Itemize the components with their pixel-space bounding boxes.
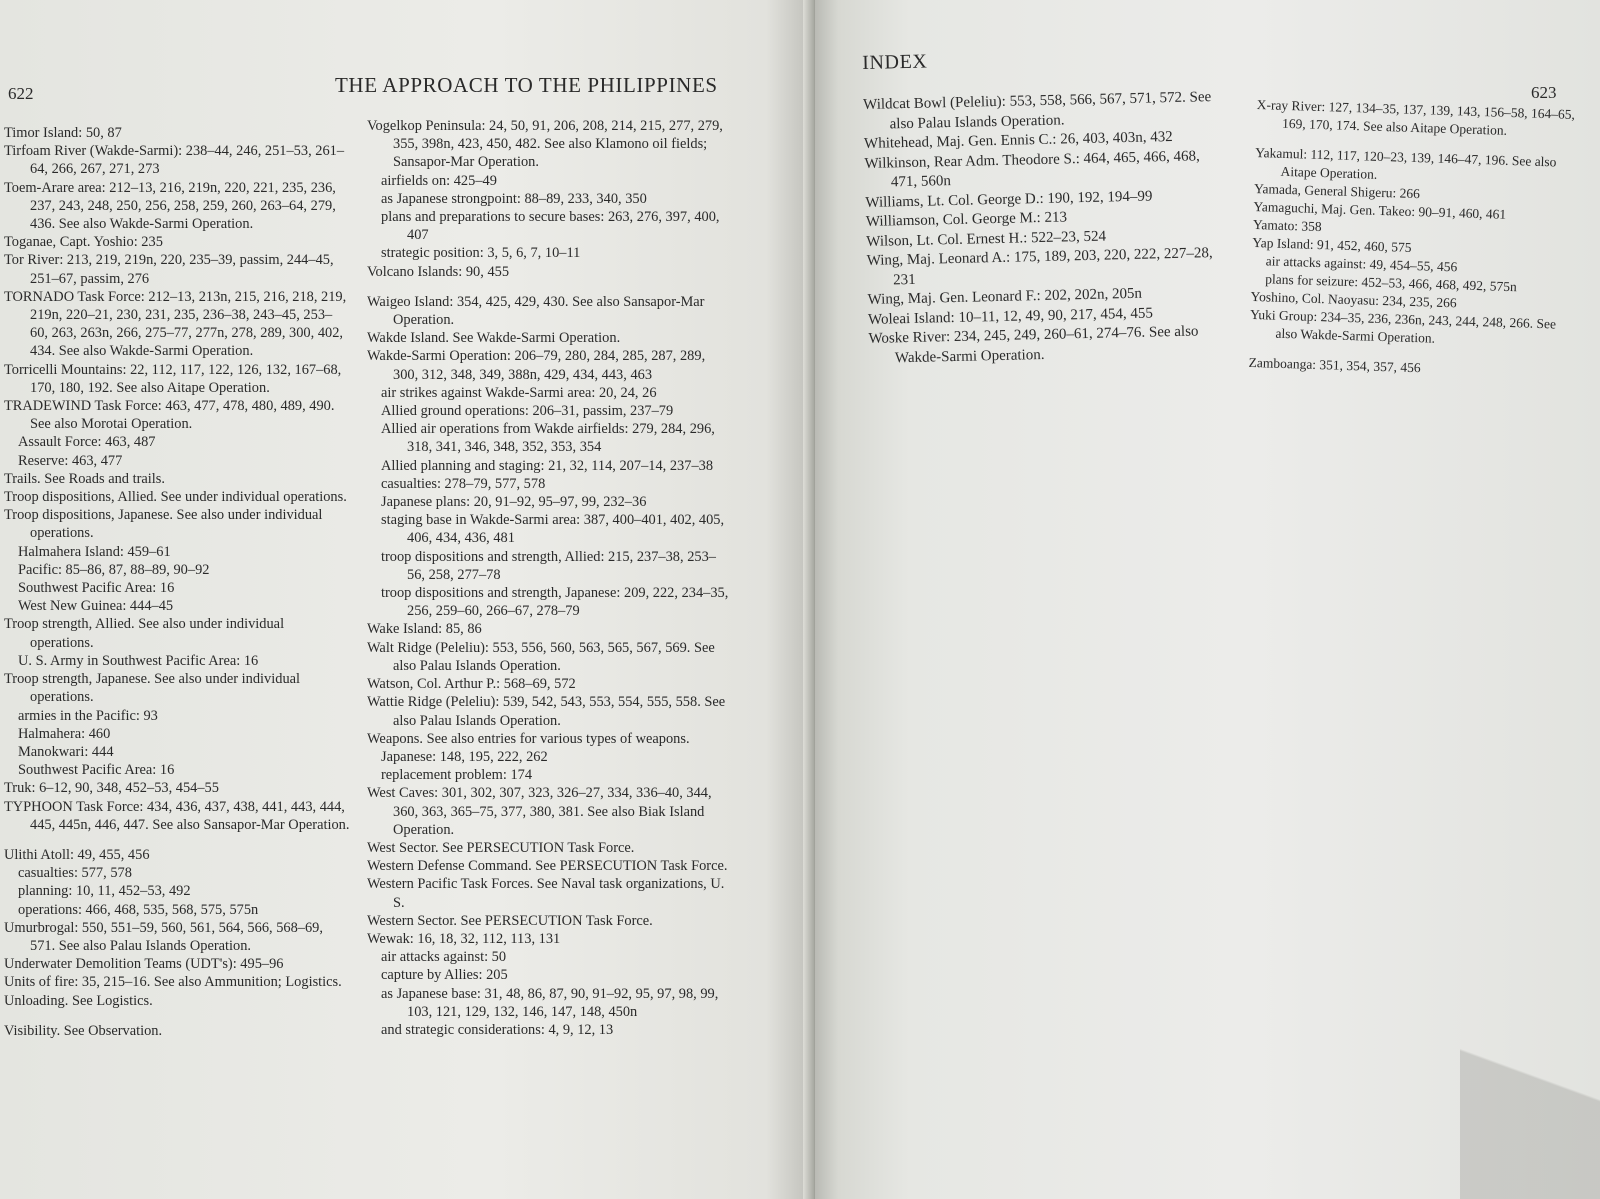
index-entry: Tirfoam River (Wakde-Sarmi): 238–44, 246, 251–53, 261–64, 266, 267, 271, 273 xyxy=(4,143,345,178)
index-subentry: troop dispositions and strength, Japanese: 209, 222, 234–35, 256, 259–60, 266–67, 278–79 xyxy=(381,585,729,620)
index-subentry: Japanese: 148, 195, 222, 262 xyxy=(381,748,548,765)
index-subentry: Southwest Pacific Area: 16 xyxy=(18,580,175,597)
index-entry: Toganae, Capt. Yoshio: 235 xyxy=(4,234,163,251)
index-subentry: Halmahera: 460 xyxy=(18,725,111,742)
index-subentry: as Japanese strongpoint: 88–89, 233, 340, 350 xyxy=(381,190,647,207)
index-entry: Whitehead, Maj. Gen. Ennis C.: 26, 403, 403n, 432 xyxy=(863,128,1173,152)
page-number-left: 622 xyxy=(8,84,34,103)
index-subentry: Japanese plans: 20, 91–92, 95–97, 99, 232–36 xyxy=(381,494,647,511)
index-entry: X-ray River: 127, 134–35, 137, 139, 143, 156–58, 164–65, 169, 170, 174. See also Aitape Operation. xyxy=(1256,96,1576,138)
index-entry: Yakamul: 112, 117, 120–23, 139, 146–47, 196. See also Aitape Operation. xyxy=(1254,144,1557,182)
index-entry: Toem-Arare area: 212–13, 216, 219n, 220, 221, 235, 236, 237, 243, 248, 250, 256, 258, 259, 260, 263–64, 279, 436. See also Wakde-Sarmi Operation. xyxy=(4,179,336,233)
index-entry: Underwater Demolition Teams (UDT's): 495–96 xyxy=(4,956,284,973)
index-entry: TYPHOON Task Force: 434, 436, 437, 438, 441, 443, 444, 445, 445n, 446, 447. See also Sansapor-Mar Operation. xyxy=(4,798,350,833)
index-entry: West Caves: 301, 302, 307, 323, 326–27, 334, 336–40, 344, 360, 363, 365–75, 377, 380, 381. See also Biak Island Operation. xyxy=(367,785,712,838)
index-column-right-1 xyxy=(863,88,1227,369)
index-entry: Troop dispositions, Allied. See under individual operations. xyxy=(4,489,347,506)
index-subentry: air attacks against: 49, 454–55, 456 xyxy=(1265,253,1458,275)
index-entry: Yuki Group: 234–35, 236, 236n, 243, 244, 248, 266. See also Wakde-Sarmi Operation. xyxy=(1249,306,1557,346)
index-entry: Yamada, General Shigeru: 266 xyxy=(1253,180,1421,202)
index-entry: Unloading. See Logistics. xyxy=(4,992,153,1009)
index-subentry: as Japanese base: 31, 48, 86, 87, 90, 91–92, 95, 97, 98, 99, 103, 121, 129, 132, 146, 147, 148, 450n xyxy=(381,985,719,1020)
index-entry: Wilson, Lt. Col. Ernest H.: 522–23, 524 xyxy=(866,228,1107,250)
index-subentry: Assault Force: 463, 487 xyxy=(18,434,156,451)
index-entry: Yamaguchi, Maj. Gen. Takeo: 90–91, 460, 461 xyxy=(1253,198,1507,222)
index-entry: Umurbrogal: 550, 551–59, 560, 561, 564, 566, 568–69, 571. See also Palau Islands Operation. xyxy=(4,919,323,954)
index-entry: Wakde-Sarmi Operation: 206–79, 280, 284, 285, 287, 289, 300, 312, 348, 349, 388n, 429, 434, 443, 463 xyxy=(367,348,706,383)
index-column-left-2 xyxy=(367,117,732,1039)
index-column-right-2 xyxy=(1248,96,1579,382)
index-subentry: strategic position: 3, 5, 6, 7, 10–11 xyxy=(381,245,581,262)
index-entry: Timor Island: 50, 87 xyxy=(4,125,122,141)
index-entry: Walt Ridge (Peleliu): 553, 556, 560, 563, 565, 567, 569. See also Palau Islands Operation. xyxy=(367,639,715,674)
index-entry: Western Pacific Task Forces. See Naval task organizations, U. S. xyxy=(367,876,725,911)
index-entry: Woske River: 234, 245, 249, 260–61, 274–76. See also Wakde-Sarmi Operation. xyxy=(868,323,1199,366)
index-subentry: staging base in Wakde-Sarmi area: 387, 400–401, 402, 405, 406, 434, 436, 481 xyxy=(381,512,725,547)
index-entry: Ulithi Atoll: 49, 455, 456 xyxy=(4,846,150,863)
index-entry: Wildcat Bowl (Peleliu): 553, 558, 566, 567, 571, 572. See also Palau Islands Operation. xyxy=(863,89,1212,132)
index-entry: Volcano Islands: 90, 455 xyxy=(367,263,510,280)
index-entry: TRADEWIND Task Force: 463, 477, 478, 480, 489, 490. See also Morotai Operation. xyxy=(4,398,335,433)
index-entry: Wakde Island. See Wakde-Sarmi Operation. xyxy=(367,330,621,347)
page-number-right: 623 xyxy=(1531,83,1557,102)
index-subentry: Allied ground operations: 206–31, passim, 237–79 xyxy=(381,403,674,420)
index-subentry: capture by Allies: 205 xyxy=(381,967,508,984)
index-entry: Wing, Maj. Gen. Leonard F.: 202, 202n, 205n xyxy=(867,285,1143,308)
index-entry: Visibility. See Observation. xyxy=(4,1022,163,1039)
index-subentry: replacement problem: 174 xyxy=(381,767,533,784)
index-entry: Williamson, Col. George M.: 213 xyxy=(865,209,1068,230)
index-entry: Wilkinson, Rear Adm. Theodore S.: 464, 465, 466, 468, 471, 560n xyxy=(864,147,1200,191)
index-subentry: Halmahera Island: 459–61 xyxy=(18,543,171,560)
index-subentry: air attacks against: 50 xyxy=(381,949,507,966)
index-subentry: planning: 10, 11, 452–53, 492 xyxy=(18,883,191,900)
index-entry: Units of fire: 35, 215–16. See also Ammunition; Logistics. xyxy=(4,974,342,991)
index-entry: Yoshino, Col. Naoyasu: 234, 235, 266 xyxy=(1250,288,1457,311)
index-subentry: troop dispositions and strength, Allied: 215, 237–38, 253–56, 258, 277–78 xyxy=(381,548,716,583)
index-column-left-1 xyxy=(4,124,350,1040)
index-entry: Weapons. See also entries for various types of weapons. xyxy=(367,730,690,747)
index-subentry: armies in the Pacific: 93 xyxy=(18,707,158,724)
index-entry: Yamato: 358 xyxy=(1252,216,1322,235)
index-subentry: Allied air operations from Wakde airfields: 279, 284, 296, 318, 341, 346, 348, 352, 353, 354 xyxy=(381,421,715,456)
index-entry: Watson, Col. Arthur P.: 568–69, 572 xyxy=(367,676,576,693)
index-entry: TORNADO Task Force: 212–13, 213n, 215, 216, 218, 219, 219n, 220–21, 230, 231, 235, 236–38, 243–45, 253–60, 263, 263n, 266, 275–77, 277n, 278, 289, 300, 402, 434. See also Wakde-Sarmi Operation. xyxy=(4,288,347,360)
index-entry: West Sector. See PERSECUTION Task Force. xyxy=(367,839,635,856)
index-subentry: airfields on: 425–49 xyxy=(381,172,497,189)
index-subentry: Manokwari: 444 xyxy=(18,743,114,760)
page-corner-fold xyxy=(1460,999,1600,1199)
index-subentry: Reserve: 463, 477 xyxy=(18,452,123,469)
index-entry: Williams, Lt. Col. George D.: 190, 192, 194–99 xyxy=(865,187,1153,211)
index-entry: Wewak: 16, 18, 32, 112, 113, 131 xyxy=(367,930,561,947)
index-entry: Troop strength, Allied. See also under individual operations. xyxy=(4,616,285,651)
index-entry: Wattie Ridge (Peleliu): 539, 542, 543, 553, 554, 555, 558. See also Palau Islands Operation. xyxy=(367,694,726,729)
index-subentry: plans for seizure: 452–53, 466, 468, 492, 575n xyxy=(1265,271,1517,295)
index-entry: Truk: 6–12, 90, 348, 452–53, 454–55 xyxy=(4,780,219,797)
index-subentry: West New Guinea: 444–45 xyxy=(18,598,174,615)
index-subentry: plans and preparations to secure bases: 263, 276, 397, 400, 407 xyxy=(381,209,720,244)
index-entry: Troop strength, Japanese. See also under individual operations. xyxy=(4,671,301,706)
index-entry: Waigeo Island: 354, 425, 429, 430. See also Sansapor-Mar Operation. xyxy=(367,293,705,329)
index-subentry: Allied planning and staging: 21, 32, 114, 207–14, 237–38 xyxy=(381,457,714,474)
index-entry: Trails. See Roads and trails. xyxy=(4,470,165,487)
index-entry: Western Sector. See PERSECUTION Task Force. xyxy=(367,912,653,929)
index-entry: Tor River: 213, 219, 219n, 220, 235–39, passim, 244–45, 251–67, passim, 276 xyxy=(4,252,334,287)
right-page xyxy=(815,0,1600,1199)
index-subentry: U. S. Army in Southwest Pacific Area: 16 xyxy=(18,652,259,669)
index-entry: Torricelli Mountains: 22, 112, 117, 122, 126, 132, 167–68, 170, 180, 192. See also Aitape Operation. xyxy=(4,361,342,396)
index-subentry: air strikes against Wakde-Sarmi area: 20, 24, 26 xyxy=(381,384,657,401)
index-entry: Western Defense Command. See PERSECUTION Task Force. xyxy=(367,858,728,875)
running-head-right: INDEX xyxy=(862,50,928,74)
index-subentry: Southwest Pacific Area: 16 xyxy=(18,762,175,779)
index-entry: Wing, Maj. Leonard A.: 175, 189, 203, 220, 222, 227–28, 231 xyxy=(866,245,1213,288)
index-entry: Troop dispositions, Japanese. See also under individual operations. xyxy=(4,507,323,542)
index-subentry: casualties: 577, 578 xyxy=(18,865,132,882)
index-entry: Vogelkop Peninsula: 24, 50, 91, 206, 208, 214, 215, 277, 279, 355, 398n, 423, 450, 482. See also Klamono oil fields; Sansapor-Mar Operation. xyxy=(367,118,723,171)
index-subentry: Pacific: 85–86, 87, 88–89, 90–92 xyxy=(18,561,210,578)
running-head-left: THE APPROACH TO THE PHILIPPINES xyxy=(335,73,718,97)
index-entry: Zamboanga: 351, 354, 357, 456 xyxy=(1248,354,1421,376)
index-entry: Woleai Island: 10–11, 12, 49, 90, 217, 454, 455 xyxy=(867,304,1154,328)
index-subentry: and strategic considerations: 4, 9, 12, 13 xyxy=(381,1021,614,1038)
index-subentry: casualties: 278–79, 577, 578 xyxy=(381,475,546,492)
index-entry: Yap Island: 91, 452, 460, 575 xyxy=(1252,234,1412,255)
index-subentry: operations: 466, 468, 535, 568, 575, 575n xyxy=(18,901,259,918)
index-entry: Wake Island: 85, 86 xyxy=(367,621,482,638)
